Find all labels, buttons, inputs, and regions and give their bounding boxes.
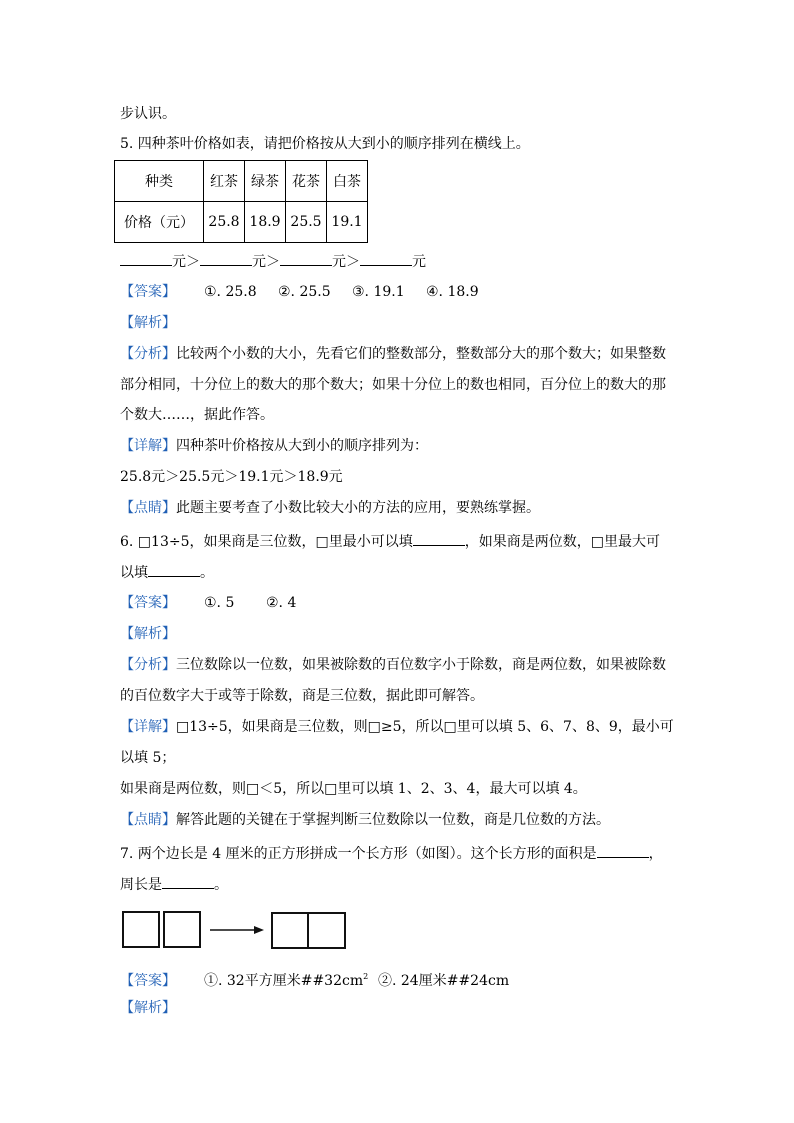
- table-row: [115, 202, 368, 243]
- q6-dianjing: [120, 810, 610, 830]
- answer-blank[interactable]: [413, 531, 465, 546]
- table-cell: 25.5: [286, 202, 327, 243]
- answer-item: ②. 25.5: [278, 284, 331, 300]
- intro-tail: 步认识。: [120, 106, 176, 122]
- q5-fenxi-line3: 个数大……，据此作答。: [120, 407, 274, 423]
- q6-question-line2: [120, 562, 214, 583]
- q6-question-line1: [120, 531, 660, 552]
- q6-text: ，如果商是两位数，□里最大可: [464, 534, 660, 550]
- answer-item: ①. 5: [204, 595, 235, 611]
- table-cell: 花茶: [286, 161, 327, 202]
- answer-blank[interactable]: [597, 843, 649, 858]
- square-right: [163, 911, 201, 948]
- table-cell: 白茶: [327, 161, 368, 202]
- q5-analysis-label: 【解析】: [120, 315, 176, 331]
- gt-sign: ＞: [266, 254, 280, 270]
- dianjing-text: 解答此题的关键在于掌握判断三位数除以一位数，商是几位数的方法。: [176, 812, 610, 828]
- dianjing-text: 此题主要考查了小数比较大小的方法的应用，要熟练掌握。: [176, 500, 540, 516]
- answer-item: ①. 25.8: [204, 284, 257, 300]
- answer-blank[interactable]: [360, 251, 412, 266]
- fenxi-label: 【分析】: [120, 346, 176, 362]
- answer-blank[interactable]: [162, 874, 214, 889]
- table-cell: 红茶: [204, 161, 245, 202]
- answer-label: 【答案】: [120, 595, 176, 611]
- answer-item: ④. 18.9: [426, 284, 479, 300]
- q7-analysis-label: 【解析】: [120, 1000, 176, 1016]
- q6-xiangjie-line2: 以填 5；: [120, 750, 176, 766]
- answer-item: ②. 4: [266, 595, 297, 611]
- q7-answer: [120, 967, 509, 991]
- unit-text: 元: [172, 254, 186, 270]
- xiangjie-text: □13÷5，如果商是三位数，则□≥5，所以□里可以填 5、6、7、8、9，最小可: [176, 719, 674, 735]
- unit-text: 元: [332, 254, 346, 270]
- q7-question-line1: [120, 843, 663, 864]
- table-cell: 种类: [115, 161, 204, 202]
- gt-sign: ＞: [346, 254, 360, 270]
- q6-fenxi-line1: [120, 655, 666, 675]
- superscript: 2: [363, 972, 369, 981]
- q6-text: 。: [200, 565, 214, 581]
- answer-item: ③. 19.1: [352, 284, 405, 300]
- q5-question: 5. 四种茶叶价格如表，请把价格按从大到小的顺序排列在横线上。: [120, 136, 530, 152]
- q6-xiangjie-line3: 如果商是两位数，则□＜5，所以□里可以填 1、2、3、4，最大可以填 4。: [120, 781, 587, 797]
- q6-text: 以填: [120, 565, 148, 581]
- answer-item: [204, 967, 378, 991]
- answer-blank[interactable]: [120, 251, 172, 266]
- q5-dianjing: [120, 498, 540, 518]
- q7-text: ，: [648, 846, 663, 862]
- unit-text: 元: [412, 254, 426, 270]
- gt-sign: ＞: [186, 254, 200, 270]
- tea-price-table: [114, 160, 368, 243]
- q6-answer: [120, 593, 296, 613]
- dianjing-label: 【点睛】: [120, 812, 176, 828]
- answer-item: ②. 24厘米##24cm: [378, 972, 510, 989]
- q5-answer: [120, 282, 479, 302]
- fenxi-label: 【分析】: [120, 657, 176, 673]
- q5-fenxi-line2: 部分相同，十分位上的数大的那个数大；如果十分位上的数也相同，百分位上的数大的那: [120, 377, 666, 393]
- table-cell: 18.9: [245, 202, 286, 243]
- q7-text: 周长是: [120, 877, 162, 893]
- q7-question-line2: [120, 874, 228, 895]
- q6-text: 6. □13÷5，如果商是三位数，□里最小可以填: [120, 534, 413, 550]
- xiangjie-label: 【详解】: [120, 719, 176, 735]
- answer-label: 【答案】: [120, 284, 176, 300]
- fenxi-text: 三位数除以一位数，如果被除数的百位数字小于除数，商是两位数，如果被除数: [176, 657, 666, 673]
- q5-xiangjie-line2: 25.8元＞25.5元＞19.1元＞18.9元: [120, 469, 343, 485]
- answer-item-text: ①. 32平方厘米##32cm: [204, 972, 364, 989]
- answer-blank[interactable]: [280, 251, 332, 266]
- table-cell: 19.1: [327, 202, 368, 243]
- answer-blank[interactable]: [148, 562, 200, 577]
- dianjing-label: 【点睛】: [120, 500, 176, 516]
- q6-xiangjie-line1: [120, 717, 674, 737]
- q6-fenxi-line2: 的百位数字大于或等于除数，商是三位数，据此即可解答。: [120, 688, 484, 704]
- unit-text: 元: [252, 254, 266, 270]
- right-arrow-icon: [210, 922, 266, 938]
- q7-text: 7. 两个边长是 4 厘米的正方形拼成一个长方形（如图）。这个长方形的面积是: [120, 846, 597, 862]
- table-cell: 25.8: [204, 202, 245, 243]
- answer-blank[interactable]: [200, 251, 252, 266]
- table-cell: 绿茶: [245, 161, 286, 202]
- q5-xiangjie-line1: [120, 436, 428, 456]
- q5-fenxi-line1: [120, 344, 666, 364]
- q6-analysis-label: 【解析】: [120, 626, 176, 642]
- q5-answer-blanks: [120, 251, 426, 272]
- rectangle-divider: [307, 912, 309, 949]
- xiangjie-text: 四种茶叶价格按从大到小的顺序排列为：: [176, 438, 428, 454]
- q7-text: 。: [214, 877, 228, 893]
- answer-label: 【答案】: [120, 972, 176, 989]
- square-left: [122, 911, 160, 948]
- table-header-row: [115, 161, 368, 202]
- table-cell: 价格（元）: [115, 202, 204, 243]
- fenxi-text: 比较两个小数的大小，先看它们的整数部分，整数部分大的那个数大；如果整数: [176, 346, 666, 362]
- xiangjie-label: 【详解】: [120, 438, 176, 454]
